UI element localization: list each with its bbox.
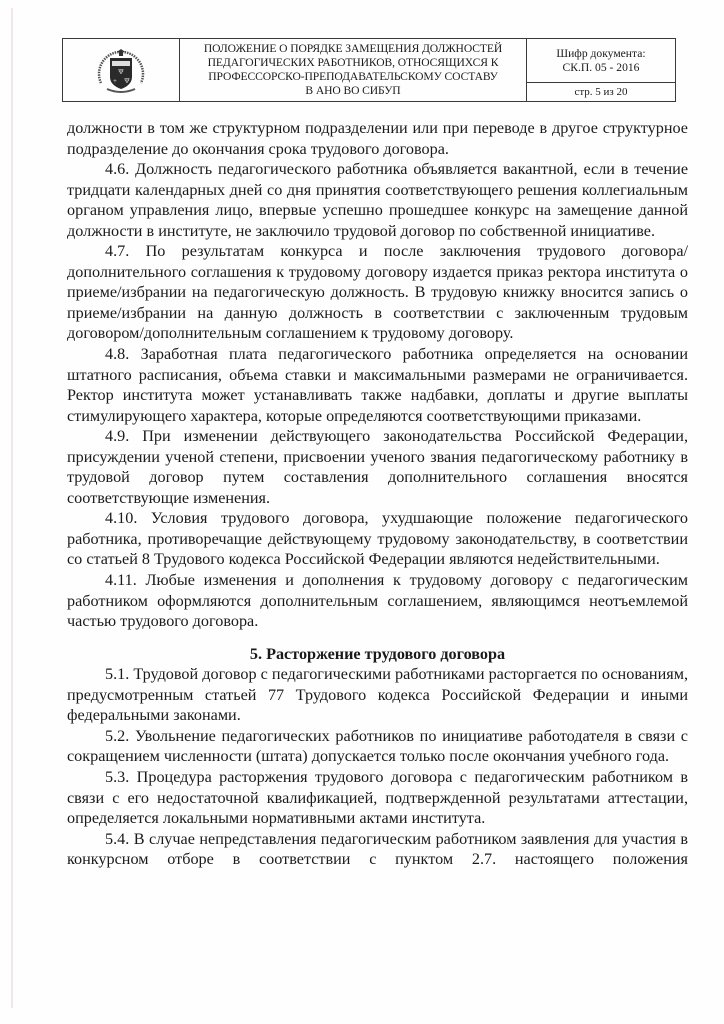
paragraph-4-7: 4.7. По результатам конкурса и после заключения трудового договора/дополнительного соглашения к трудовому договору издается приказ ректора института о приеме/избрании на педагогическую должность. В трудовую книжку вносится запись о приеме/избрании на данную должность в соответствии с заключенным трудовым договором/дополнительным соглашением к трудовому договору. (67, 242, 688, 343)
paragraph-4-11: 4.11. Любые изменения и дополнения к трудовому договору с педагогическим работником оформляются дополнительным соглашением, являющимся неотъемлемой частью трудового договора. (67, 571, 688, 631)
paragraph-4-6: 4.6. Должность педагогического работника объявляется вакантной, если в течение тридцати календарных дней со дня принятия соответствующего решения коллегиальным органом управления лицо, впервые успешно прошедшее конкурс на замещение данной должности в институте, не заключило трудовой договор по собственной инициативе. (67, 160, 688, 240)
document-body (67, 118, 688, 870)
paragraph-5-3: 5.3. Процедура расторжения трудового договора с педагогическим работником в связи с его недостаточной квалификацией, подтвержденной результатами аттестации, определяется локальными нормативными актами института. (67, 767, 688, 828)
paragraph-4-10: 4.10. Условия трудового договора, ухудшающие положение педагогического работника, противоречащие действующему трудовому законодательству, в соответствии со статьей 8 Трудового кодекса Российской Федерации являются недействительными. (67, 509, 688, 569)
document-header-table (62, 38, 676, 102)
document-title-cell (180, 39, 527, 101)
paragraph-continuation: должности в том же структурном подразделении или при переводе в другое структурное подразделение до окончания срока трудового договора. (67, 119, 688, 158)
document-title-line: В АНО ВО СИБУП (305, 84, 401, 97)
document-title-line: ПОЛОЖЕНИЕ О ПОРЯДКЕ ЗАМЕЩЕНИЯ ДОЛЖНОСТЕЙ (203, 42, 503, 55)
logo-cell (63, 39, 180, 101)
paragraph-4-8: 4.8. Заработная плата педагогического работника определяется на основании штатного расписания, объема ставки и максимальными размерами не ограничивается. Ректор института может устанавливать также надбавки, доплаты и другие выплаты стимулирующего характера, которые определяются соответствующими приказами. (67, 345, 688, 425)
section-title: 5. Расторжение трудового договора (249, 644, 506, 663)
document-title-line: ПРОФЕССОРСКО-ПРЕПОДАВАТЕЛЬСКОМУ СОСТАВУ (208, 70, 498, 83)
page-number: стр. 5 из 20 (574, 86, 628, 98)
svg-text:+: + (113, 77, 117, 85)
paragraph-5-2: 5.2. Увольнение педагогических работников по инициативе работодателя в связи с сокращением численности (штата) допускается только после окончания учебного года. (67, 726, 688, 766)
scan-edge-line (11, 8, 13, 1008)
document-title-line: ПЕДАГОГИЧЕСКИХ РАБОТНИКОВ, ОТНОСЯЩИХСЯ К (207, 56, 499, 69)
svg-text:Ψ: Ψ (118, 68, 124, 76)
document-code-value: СК.П. 05 - 2016 (562, 60, 640, 74)
document-code-cell (527, 39, 675, 101)
document-code-label: Шифр документа: (556, 46, 646, 60)
paragraph-4-9: 4.9. При изменении действующего законодательства Российской Федерации, присуждении ученой степени, присвоении ученого звания педагогическому работнику в трудовой договор путем составления дополнительного соглашения вносятся соответствующие изменения. (67, 427, 688, 507)
institution-seal-icon (95, 43, 147, 97)
paragraph-5-1: 5.1. Трудовой договор с педагогическими работниками расторгается по основаниям, предусмотренным статьей 77 Трудового кодекса Российской Федерации и иными федеральными законами. (67, 665, 688, 725)
paragraph-5-4: 5.4. В случае непредставления педагогическим работником заявления для участия в конкурсном отборе в соответствии с пунктом 2.7. настоящего положения (67, 829, 688, 869)
svg-text:Ψ: Ψ (124, 77, 130, 85)
